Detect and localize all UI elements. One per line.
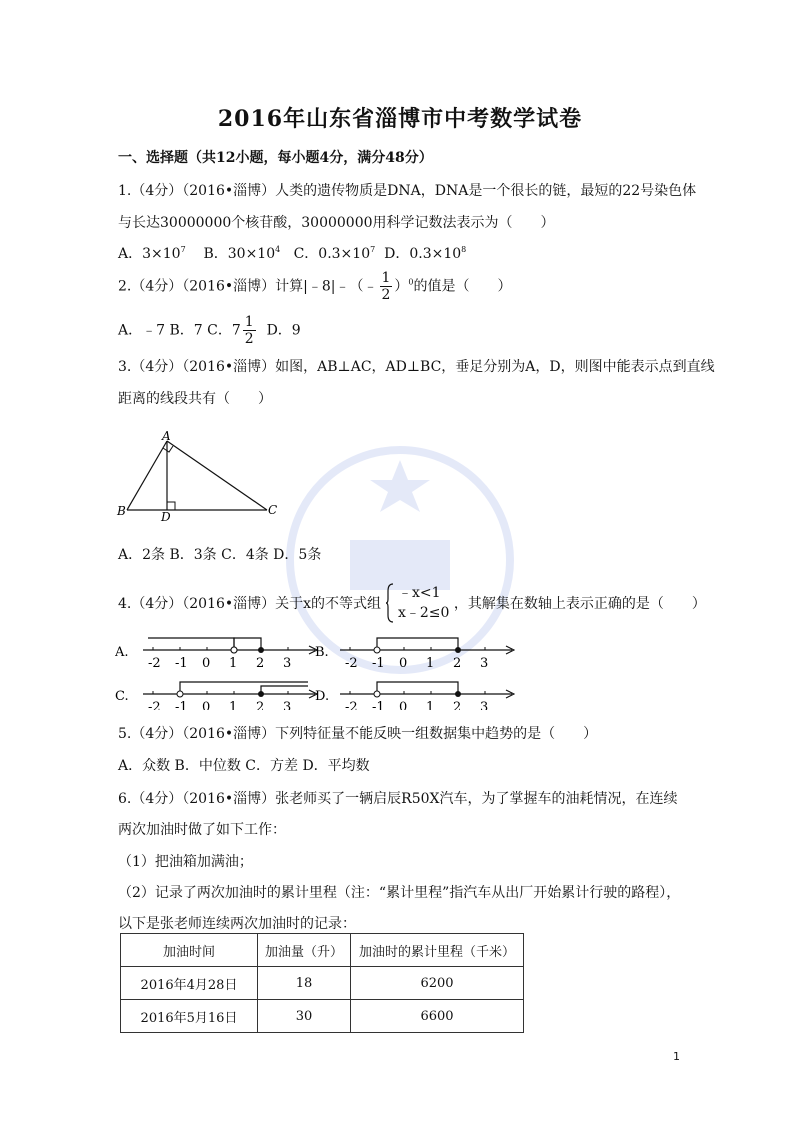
table-header: 加油量（升）: [258, 934, 351, 967]
q6-line2: 两次加油时做了如下工作：: [118, 822, 286, 838]
q5-options: A．众数 B．中位数 C．方差 D．平均数: [118, 758, 370, 774]
table-cell: 30: [258, 1000, 351, 1033]
tick-label: 0: [202, 700, 211, 710]
closed-dot: [455, 647, 461, 653]
open-dot: [177, 691, 183, 697]
table-header: 加油时间: [121, 934, 258, 967]
closed-dot: [455, 691, 461, 697]
tick-label: 0: [202, 656, 211, 671]
option-label: B.: [315, 645, 329, 660]
fuel-record-table: [120, 933, 524, 1033]
q2-options: A．﹣7 B．7 C．7 $\frac{1}{2}$ D．9: [118, 314, 301, 347]
open-dot: [231, 647, 237, 653]
closed-dot: [258, 647, 264, 653]
table-cell: 2016年4月28日: [121, 967, 258, 1000]
q2-stem: 2.（4分）（2016•淄博）计算|﹣8|﹣（﹣ $\frac{1}{2}$ ）$^0$的值是（ ）: [118, 270, 512, 303]
q3-line1: 3.（4分）（2016•淄博）如图，AB⊥AC，AD⊥BC，垂足分别为A，D，则图中能表示点到直线: [118, 359, 715, 375]
label-c: C: [268, 503, 278, 517]
q5-line1: 5.（4分）（2016•淄博）下列特征量不能反映一组数据集中趋势的是（ ）: [118, 726, 598, 742]
option-label: A.: [115, 645, 129, 660]
q6-line4: （2）记录了两次加油时的累计里程（注：“累计里程”指汽车从出厂开始累计行驶的路程），: [118, 885, 681, 901]
table-header-row: [121, 934, 524, 967]
tick-label: -2: [148, 656, 161, 671]
tick-label: 1: [229, 656, 238, 671]
tick-label: 2: [256, 700, 265, 710]
label-d: D: [161, 510, 171, 523]
table-cell: 6200: [351, 967, 524, 1000]
table-header: 加油时的累计里程（千米）: [351, 934, 524, 967]
q4-stem: 4.（4分）（2016•淄博）关于x的不等式组 ﹣x<1 x﹣2≤0 ，其解集在数轴上表示正确的是（ ）: [118, 585, 706, 621]
brace-icon: [386, 583, 394, 623]
label-b: B: [117, 504, 126, 518]
tick-label: 1: [229, 700, 238, 710]
closed-dot: [258, 691, 264, 697]
q6-line1: 6.（4分）（2016•淄博）张老师买了一辆启辰R50X汽车，为了掌握车的油耗情况，在连续: [118, 791, 678, 807]
label-a: A: [162, 429, 171, 443]
number-line-options: [115, 630, 515, 710]
fraction: $\frac{1}{2}$: [244, 314, 254, 347]
tick-label: -1: [372, 700, 385, 710]
solution-segment: [234, 638, 261, 650]
solution-segment: [180, 682, 308, 694]
solution-segment: [261, 686, 308, 694]
q6-line3: （1）把油箱加满油；: [118, 854, 253, 870]
option-label: C.: [115, 689, 129, 704]
tick-label: 0: [399, 656, 408, 671]
fraction: $\frac{1}{2}$: [381, 270, 391, 303]
tick-label: 3: [283, 656, 292, 671]
table-cell: 6600: [351, 1000, 524, 1033]
tick-label: -1: [175, 656, 188, 671]
table-cell: 2016年5月16日: [121, 1000, 258, 1033]
tick-label: 2: [453, 700, 462, 710]
q6-line5: 以下是张老师连续两次加油时的记录：: [118, 916, 356, 932]
tick-label: 3: [283, 700, 292, 710]
tick-label: -1: [372, 656, 385, 671]
q1-line1: 1.（4分）（2016•淄博）人类的遗传物质是DNA，DNA是一个很长的链，最短的22号染色体: [118, 183, 697, 199]
page-number: 1: [673, 1050, 680, 1063]
open-dot: [374, 691, 380, 697]
tick-label: -2: [345, 656, 358, 671]
tick-label: 3: [480, 700, 489, 710]
tick-label: 3: [480, 656, 489, 671]
solution-segment: [377, 638, 458, 650]
page-title: 2016年山东省淄博市中考数学试卷: [217, 106, 583, 132]
q1-line2: 与长达30000000个核苷酸，30000000用科学记数法表示为（ ）: [118, 215, 555, 231]
table-row: [121, 967, 524, 1000]
open-dot: [374, 647, 380, 653]
tick-label: -1: [175, 700, 188, 710]
q3-options: A．2条 B．3条 C．4条 D．5条: [118, 547, 322, 563]
tick-label: 2: [453, 656, 462, 671]
tick-label: 1: [426, 700, 435, 710]
tick-label: 0: [399, 700, 408, 710]
table-cell: 18: [258, 967, 351, 1000]
solution-segment: [377, 682, 458, 694]
tick-label: -2: [148, 700, 161, 710]
tick-label: 2: [256, 656, 265, 671]
option-label: D.: [315, 689, 330, 704]
solution-segment: [148, 638, 234, 650]
section-heading: 一、选择题（共12小题，每小题4分，满分48分）: [118, 150, 433, 166]
table-row: [121, 1000, 524, 1033]
tick-label: 1: [426, 656, 435, 671]
q3-line2: 距离的线段共有（ ）: [118, 391, 272, 407]
q1-options: A．$3\times 10^7$ B．$30\times 10^4$ C．$0.3\times 10^7$ D．$0.3\times 10^8$: [118, 245, 467, 262]
triangle-figure: [115, 428, 285, 523]
tick-label: -2: [345, 700, 358, 710]
